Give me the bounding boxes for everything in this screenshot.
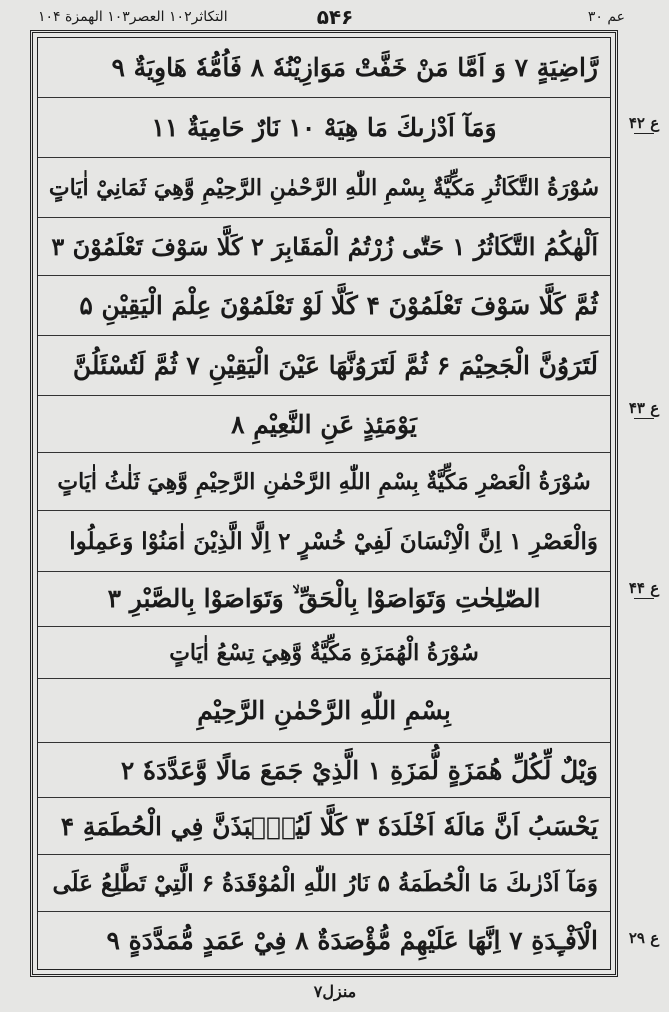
juz-label: عم ۳۰ xyxy=(587,9,625,25)
text-frame xyxy=(37,37,611,970)
surah-header-takathur: سُوْرَةُ التَّكَاثُرِ مَكِّيَّةٌ بِسْمِ اللّٰهِ الرَّحْمٰنِ الرَّحِيْمِ وَّهِيَ ثَمَانِيْ اٰيَاتٍ xyxy=(38,158,610,218)
bismillah-line: بِسْمِ اللّٰهِ الرَّحْمٰنِ الرَّحِيْمِ xyxy=(38,679,610,743)
ruku-mark-1: ع ۴۲ xyxy=(628,114,660,132)
ruku-mark-4: ع ۲۹ xyxy=(628,929,660,947)
text-line-15: وَمَآ اَدْرٰىكَ مَا الْحُطَمَةُ ۵ نَارُ اللّٰهِ الْمُوْقَدَةُ ۶ الَّتِيْ تَطَّلِعُ عَلَى xyxy=(38,855,610,912)
manzil-label: منزل۷ xyxy=(313,982,357,1001)
page-number: ۵۴۶ xyxy=(316,5,354,29)
text-line-7: يَوْمَئِذٍ عَنِ النَّعِيْمِ ۸ xyxy=(38,396,610,453)
text-line-14: يَحْسَبُ اَنَّ مَالَهٗ اَخْلَدَهٗ ۳ كَلَّا لَيُنْۢبَذَنَّ فِي الْحُطَمَةِ ۴ xyxy=(38,798,610,855)
ruku-mark-2: ع ۴۳ xyxy=(628,399,660,417)
surah-names-header: التکاثر۱۰۲ العصر۱۰۳ الهمزة ۱۰۴ xyxy=(38,9,228,25)
text-line-13: وَيْلٌ لِّكُلِّ هُمَزَةٍ لُّمَزَةِ ۱ الَّذِيْ جَمَعَ مَالًا وَّعَدَّدَهٗ ۲ xyxy=(38,743,610,798)
ruku-mark-3: ع ۴۴ xyxy=(628,579,660,597)
text-line-1: رَّاضِيَةٍ ۷ وَ اَمَّا مَنْ خَفَّتْ مَوَازِيْنُهٗ ۸ فَاُمُّهٗ هَاوِيَةٌ ۹ xyxy=(38,38,610,98)
text-line-5: ثُمَّ كَلَّا سَوْفَ تَعْلَمُوْنَ ۴ كَلَّا لَوْ تَعْلَمُوْنَ عِلْمَ الْيَقِيْنِ ۵ xyxy=(38,276,610,336)
text-line-10: الصّٰلِحٰتِ وَتَوَاصَوْا بِالْحَقِّ ۙ وَتَوَاصَوْا بِالصَّبْرِ ۳ xyxy=(38,572,610,627)
text-line-16: الْاَفْـِٕدَةِ ۷ اِنَّهَا عَلَيْهِمْ مُّؤْصَدَةٌ ۸ فِيْ عَمَدٍ مُّمَدَّدَةٍ ۹ xyxy=(106,925,598,955)
text-line-4: اَلْهٰكُمُ التَّكَاثُرُ ۱ حَتّٰى زُرْتُمُ الْمَقَابِرَ ۲ كَلَّا سَوْفَ تَعْلَمُوْنَ ۳ xyxy=(38,218,610,276)
surah-header-humazah: سُوْرَةُ الْهُمَزَةِ مَكِّيَّةٌ وَّهِيَ تِسْعُ اٰيَاتٍ xyxy=(38,627,610,679)
text-line-6: لَتَرَوُنَّ الْجَحِيْمَ ۶ ثُمَّ لَتَرَوُنَّهَا عَيْنَ الْيَقِيْنِ ۷ ثُمَّ لَتُسْئَلُنَّ xyxy=(38,336,610,396)
text-line-2: وَمَآ اَدْرٰىكَ مَا هِيَهْ ۱۰ نَارٌ حَامِيَةٌ ۱۱ xyxy=(38,98,610,158)
surah-header-asr: سُوْرَةُ الْعَصْرِ مَكِّيَّةٌ بِسْمِ اللّٰهِ الرَّحْمٰنِ الرَّحِيْمِ وَّهِيَ ثَلٰثُ اٰيَاتٍ xyxy=(38,453,610,511)
text-line-9: وَالْعَصْرِ ۱ اِنَّ الْاِنْسَانَ لَفِيْ خُسْرٍ ۲ اِلَّا الَّذِيْنَ اٰمَنُوْا وَعَمِلُوا xyxy=(38,511,610,572)
